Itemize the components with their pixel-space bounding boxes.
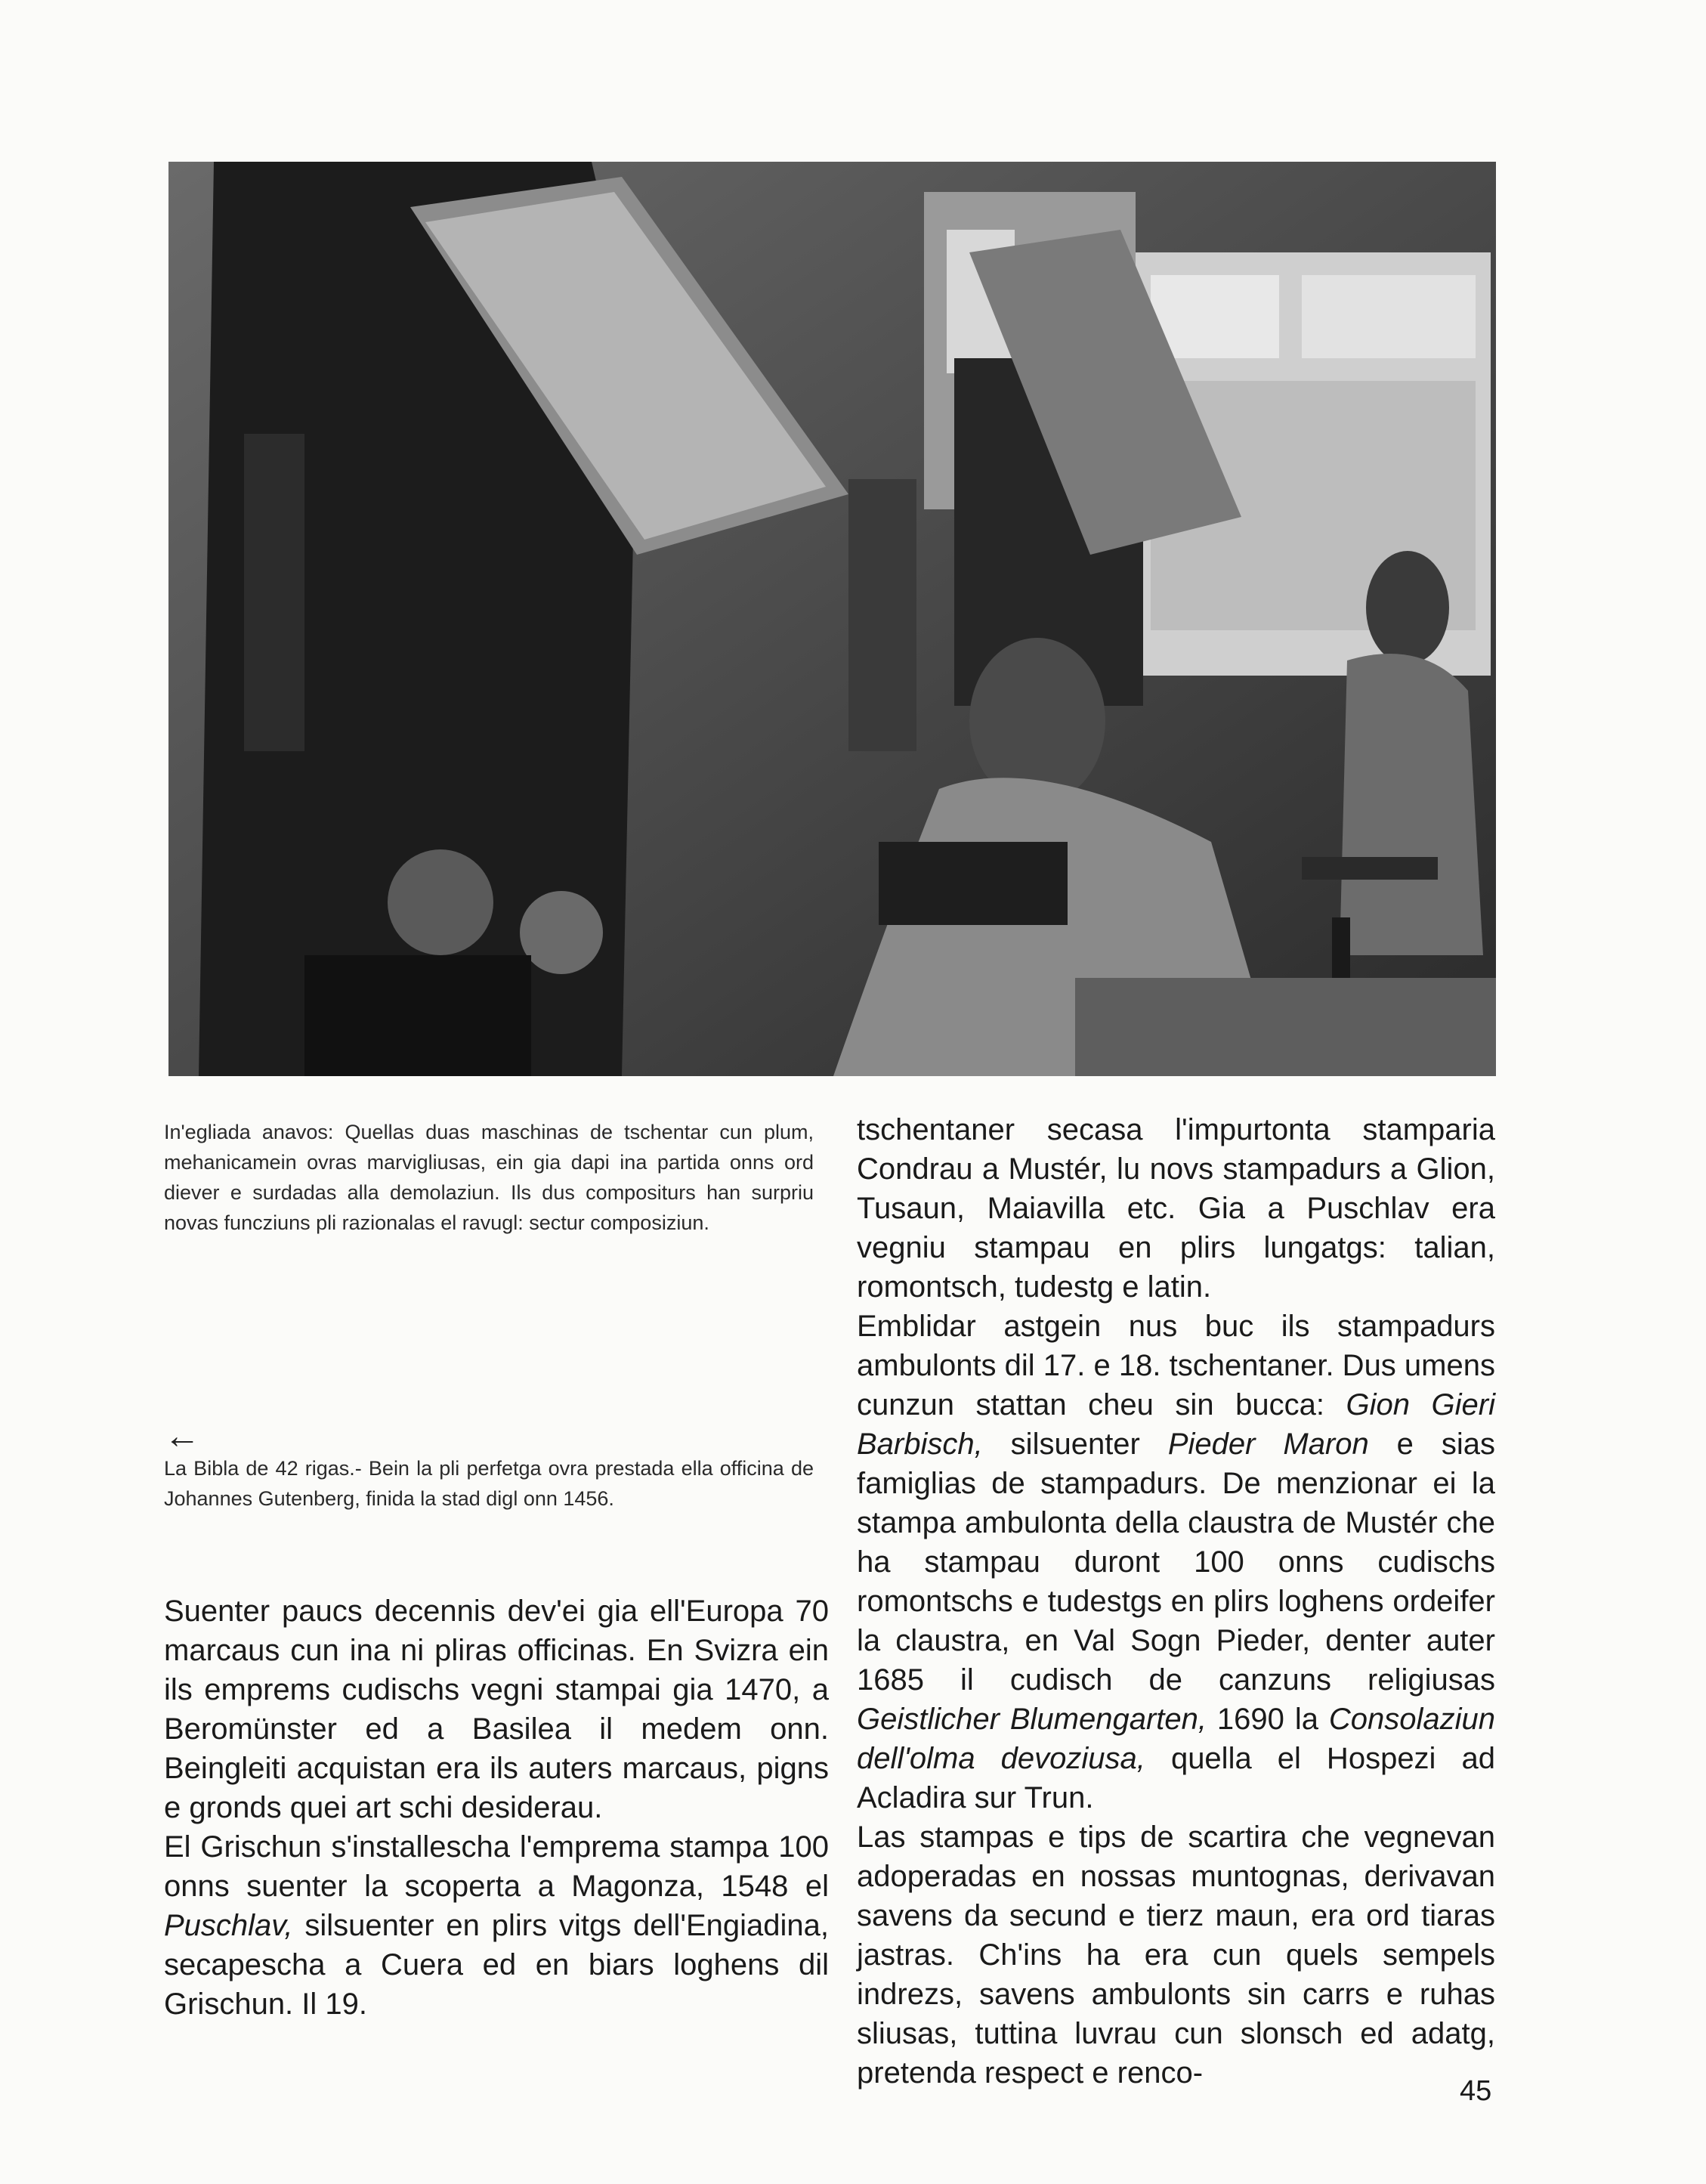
text-run: quella el Hospezi ad Acladira sur Trun. [857, 1742, 1495, 1814]
italic-name: Gion Gieri Barbisch, [857, 1388, 1495, 1461]
text-run: e sias famiglias de stampadurs. De menzionar ei la stampa ambulonta della claustra de Mustér che ha stampau duront 100 onns cudischs romontschs e tudestgs en plirs loghens ordeifer la claustra, en Val Sogn Pieder, denter auter 1685 il cudisch de canzuns religiusas [857, 1428, 1495, 1697]
left-paragraph-2 [164, 1827, 829, 2024]
text-run: El Grischun s'installescha l'emprema stampa 100 onns suenter la scoperta a Magonza, 1548 el [164, 1830, 829, 1903]
italic-place-name: Puschlav, [164, 1909, 293, 1942]
bible-caption: La Bibla de 42 rigas.- Bein la pli perfetga ovra prestada ella officina de Johannes Gutenberg, finida la stad digl onn 1456. [164, 1457, 814, 1510]
left-arrow-icon: ← [164, 1416, 200, 1456]
right-paragraph-1: tschentaner secasa l'impurtonta stamparia Condrau a Mustér, lu novs stampadurs a Glion, Tusaun, Maiavilla etc. Gia a Puschlav era vegniu stampau en plirs lungatgs: talian, romontsch, tudestg e latin. [857, 1113, 1495, 1304]
photo-caption: In'egliada anavos: Quellas duas maschinas de tschentar cun plum, mehanicamein ovras marvigliusas, ein gia dapi ina partida onns ord diever e surdadas alla demolaziun. Ils dus compositurs han surpriu novas funcziuns pli razionalas el ravugl: sectur composiziun. [164, 1121, 814, 1234]
italic-title: Geistlicher Blumengarten, [857, 1703, 1207, 1736]
text-run: silsuenter en plirs vitgs dell'Engiadina, secapescha a Cuera ed en biars loghens dil Grischun. Il 19. [164, 1909, 829, 2021]
right-paragraph-2 [857, 1307, 1495, 1817]
text-run: Emblidar astgein nus buc ils stampadurs ambulonts dil 17. e 18. tschentaner. Dus umens cunzun stattan cheu sin bucca: [857, 1310, 1495, 1421]
right-paragraph-3: Las stampas e tips de scartira che vegnevan adoperadas en nossas muntognas, derivavan savens da secund e tierz maun, era ord tiaras jastras. Ch'ins ha era cun quels sempels indrezs, savens ambulonts sin carrs e ruhas sliusas, tuttina luvrau cun slonsch ed adatg, pretenda respect e renco- [857, 1821, 1495, 2090]
left-paragraph-1: Suenter paucs decennis dev'ei gia ell'Europa 70 marcaus cun ina ni pliras officinas. En Svizra ein ils emprems cudischs vegni stampai gia 1470, a Beromünster ed a Basilea il medem onn. Beingleiti acquistan era ils auters marcaus, pigns e gronds quei art schi desiderau. [164, 1595, 829, 1824]
text-run: 1690 la [1207, 1703, 1329, 1736]
page-number: 45 [1460, 2075, 1492, 2107]
left-text-column [164, 1592, 829, 2024]
right-text-column [857, 1110, 1495, 2093]
italic-title: Consolaziun dell'olma devoziusa, [857, 1703, 1495, 1775]
italic-name: Pieder Maron [1167, 1428, 1369, 1461]
printing-workshop-photo [168, 162, 1496, 1076]
text-run: silsuenter [982, 1428, 1168, 1461]
photo-illustration [168, 162, 1496, 1076]
